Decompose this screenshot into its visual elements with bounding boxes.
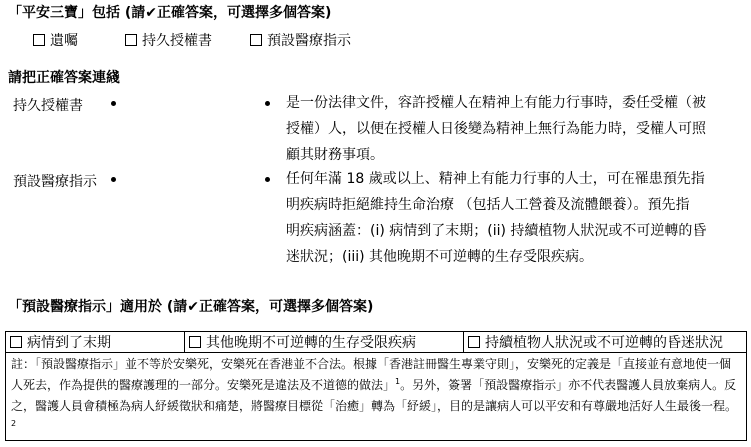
q3-option-label: 其他晚期不可逆轉的生存受限疾病: [206, 335, 416, 351]
q1-instruction: (請✔正確答案，可選擇多個答案): [124, 5, 332, 21]
checkbox-icon[interactable]: [125, 34, 137, 46]
paragraph-line: 迷狀況；(iii) 其他晚期不可逆轉的生存受限疾病。: [286, 249, 594, 265]
q1-heading: [8, 2, 331, 22]
paragraph-line: 明疾病涵蓋：(i) 病情到了末期；(ii) 持續植物人狀況或不可逆轉的昏: [286, 223, 707, 239]
note-text-part2: 。另外，簽署「預設醫療指示」亦不代表醫護人員放棄病人。反之，醫護人員會積極為病人紓緩徵狀和痛楚，將醫療目標從「治癒」轉為「紓緩」，目的是讓病人可以平安和有尊嚴地活好人生最後一程。: [11, 378, 738, 413]
match-left-item-epa: 持久授權書: [13, 98, 83, 114]
match-right-dot[interactable]: [265, 101, 270, 106]
paragraph-line: 是一份法律文件，容許授權人在精神上有能力行事時，委任受權（被: [286, 95, 706, 111]
q1-option-label: 持久授權書: [142, 33, 212, 49]
q3-instruction: (請✔正確答案，可選擇多個答案): [166, 299, 374, 315]
paragraph-line: 授權）人，以便在授權人日後變為精神上無行為能力時，受權人可照: [286, 121, 706, 137]
q1-option-will[interactable]: [33, 30, 78, 50]
match-left-dot[interactable]: [111, 177, 116, 182]
q3-title: 「預設醫療指示」適用於: [8, 299, 162, 315]
note-text-part1: 註：「預設醫療指示」並不等於安樂死，安樂死在香港並不合法。根據「香港註冊醫生專業守則」，安樂死的定義是「直接並有意地使一個人死去，作為提供的醫療護理的一部分。安樂死是違法及不道德的做法」: [11, 357, 732, 392]
checkbox-icon[interactable]: [468, 336, 480, 348]
q3-options-table: [5, 331, 747, 353]
q3-option-life-limiting[interactable]: [185, 332, 464, 353]
paragraph-line: 顧其財務事項。: [286, 147, 384, 163]
q3-option-vegetative[interactable]: [464, 332, 747, 353]
q3-option-label: 持續植物人狀況或不可逆轉的昏迷狀況: [485, 335, 723, 351]
q1-title: 「平安三寶」包括: [8, 5, 120, 21]
checkbox-icon[interactable]: [33, 34, 45, 46]
q3-option-terminal[interactable]: [6, 332, 185, 353]
checkbox-icon[interactable]: [10, 336, 22, 348]
paragraph-line: 明疾病時拒絕維持生命治療 （包括人工營養及流體餵養）。預先指: [286, 197, 690, 213]
paragraph-line: 任何年滿 18 歲或以上、精神上有能力行事的人士，可在罹患預先指: [286, 171, 705, 187]
match-left-dot[interactable]: [111, 101, 116, 106]
footnote-ref-2: 2: [11, 419, 17, 428]
footnote-box: [5, 352, 747, 441]
match-left-item-amd: 預設醫療指示: [13, 174, 97, 190]
q3-heading: [8, 296, 373, 316]
footnote-ref-1: 1: [395, 377, 401, 386]
q1-option-label: 預設醫療指示: [267, 33, 351, 49]
q2-title: 請把正確答案連綫: [8, 70, 120, 86]
q1-option-label: 遺囑: [50, 33, 78, 49]
q1-option-amd[interactable]: [250, 30, 351, 50]
match-right-item-amd-definition: [286, 166, 741, 270]
match-right-dot[interactable]: [265, 177, 270, 182]
checkbox-icon[interactable]: [250, 34, 262, 46]
q3-option-label: 病情到了末期: [27, 335, 111, 351]
q1-option-epa[interactable]: [125, 30, 212, 50]
match-right-item-epa-definition: [286, 90, 741, 168]
checkbox-icon[interactable]: [189, 336, 201, 348]
